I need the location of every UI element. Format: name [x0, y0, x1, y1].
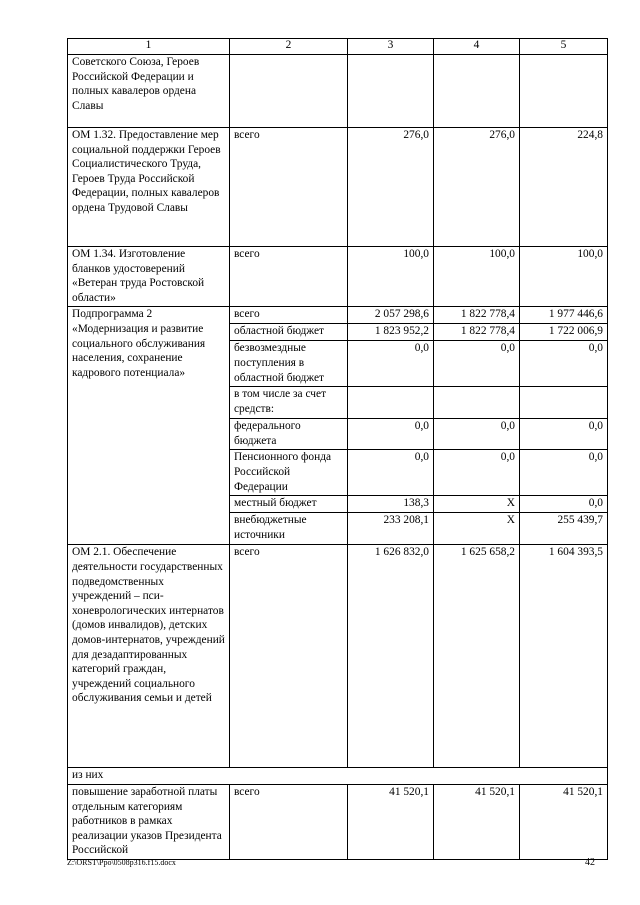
value-cell: 1 626 832,0 [348, 545, 434, 768]
source-cell: всего [230, 307, 348, 324]
source-cell [230, 55, 348, 128]
source-cell: всего [230, 247, 348, 307]
event-cell: Советского Союза, Героев Российской Федерации и полных кавалеров ордена Славы [68, 55, 230, 128]
source-cell: Пенсионного фонда Российской Федерации [230, 450, 348, 496]
value-cell: 41 520,1 [348, 784, 434, 859]
source-cell: местный бюджет [230, 496, 348, 513]
value-cell: 1 722 006,9 [520, 324, 608, 341]
table-row [68, 128, 608, 247]
value-cell: 0,0 [434, 419, 520, 450]
table-row [68, 545, 608, 768]
source-cell: всего [230, 128, 348, 247]
column-header: 4 [434, 39, 520, 55]
value-cell: 138,3 [348, 496, 434, 513]
value-cell: 1 823 952,2 [348, 324, 434, 341]
source-cell: безвозмездные поступления в областной бюджет [230, 341, 348, 387]
value-cell: 1 977 446,6 [520, 307, 608, 324]
header-row [68, 39, 608, 55]
value-cell: 1 604 393,5 [520, 545, 608, 768]
table-row [68, 307, 608, 324]
value-cell: 0,0 [434, 341, 520, 387]
value-cell: 100,0 [520, 247, 608, 307]
section-label: из них [68, 768, 608, 785]
value-cell: 1 822 778,4 [434, 307, 520, 324]
value-cell: 233 208,1 [348, 513, 434, 545]
source-cell: федерального бюджета [230, 419, 348, 450]
column-header: 5 [520, 39, 608, 55]
event-cell: ОМ 2.1. Обеспечение деятельности государственных подведомственных учреждений – пси-хоневрологических интернатов (домов инвалидов), детских домов-интернатов, учреждений для дезадаптированных категорий граждан, учреждений социального обслуживания семьи и детей [68, 545, 230, 768]
table-row [68, 247, 608, 307]
table-row [68, 55, 608, 128]
subprogram-cell: Подпрограмма 2 «Модернизация и развитие социального обслуживания населения, сохранение кадрового потенциала» [68, 307, 230, 545]
value-cell [520, 55, 608, 128]
value-cell: 100,0 [434, 247, 520, 307]
value-cell [434, 55, 520, 128]
column-header: 1 [68, 39, 230, 55]
source-cell: внебюджетные источники [230, 513, 348, 545]
value-cell: 0,0 [520, 496, 608, 513]
value-cell: 276,0 [434, 128, 520, 247]
event-cell: повышение заработной платы отдельным категориям работников в рамках реализации указов Президента Российской [68, 784, 230, 859]
budget-table [67, 38, 608, 860]
value-cell: 0,0 [348, 419, 434, 450]
source-cell: всего [230, 545, 348, 768]
value-cell [348, 387, 434, 419]
value-cell: 41 520,1 [520, 784, 608, 859]
value-cell [348, 55, 434, 128]
file-path: Z:\ORST\Ppo\0508p316.f15.docx [67, 858, 176, 867]
value-cell [520, 387, 608, 419]
value-cell: 0,0 [348, 341, 434, 387]
value-cell: 0,0 [348, 450, 434, 496]
value-cell: 224,8 [520, 128, 608, 247]
value-cell: 0,0 [520, 450, 608, 496]
value-cell: 0,0 [520, 419, 608, 450]
value-cell: 41 520,1 [434, 784, 520, 859]
source-cell: всего [230, 784, 348, 859]
value-cell: 0,0 [520, 341, 608, 387]
value-cell: 0,0 [434, 450, 520, 496]
column-header: 3 [348, 39, 434, 55]
value-cell: 1 625 658,2 [434, 545, 520, 768]
value-cell: 100,0 [348, 247, 434, 307]
source-cell: в том числе за счет средств: [230, 387, 348, 419]
value-cell: 2 057 298,6 [348, 307, 434, 324]
column-header: 2 [230, 39, 348, 55]
table-row [68, 784, 608, 859]
value-cell: Х [434, 496, 520, 513]
value-cell: 276,0 [348, 128, 434, 247]
event-cell: ОМ 1.32. Предоставление мер социальной поддержки Героев Социалистического Труда, Героев Труда Российской Федерации, полных кавалеров ордена Трудовой Славы [68, 128, 230, 247]
value-cell [434, 387, 520, 419]
event-cell: ОМ 1.34. Изготовление бланков удостоверений «Ветеран труда Ростовской области» [68, 247, 230, 307]
table-row [68, 768, 608, 785]
value-cell: 1 822 778,4 [434, 324, 520, 341]
page-number: 42 [585, 857, 595, 868]
source-cell: областной бюджет [230, 324, 348, 341]
value-cell: 255 439,7 [520, 513, 608, 545]
value-cell: Х [434, 513, 520, 545]
